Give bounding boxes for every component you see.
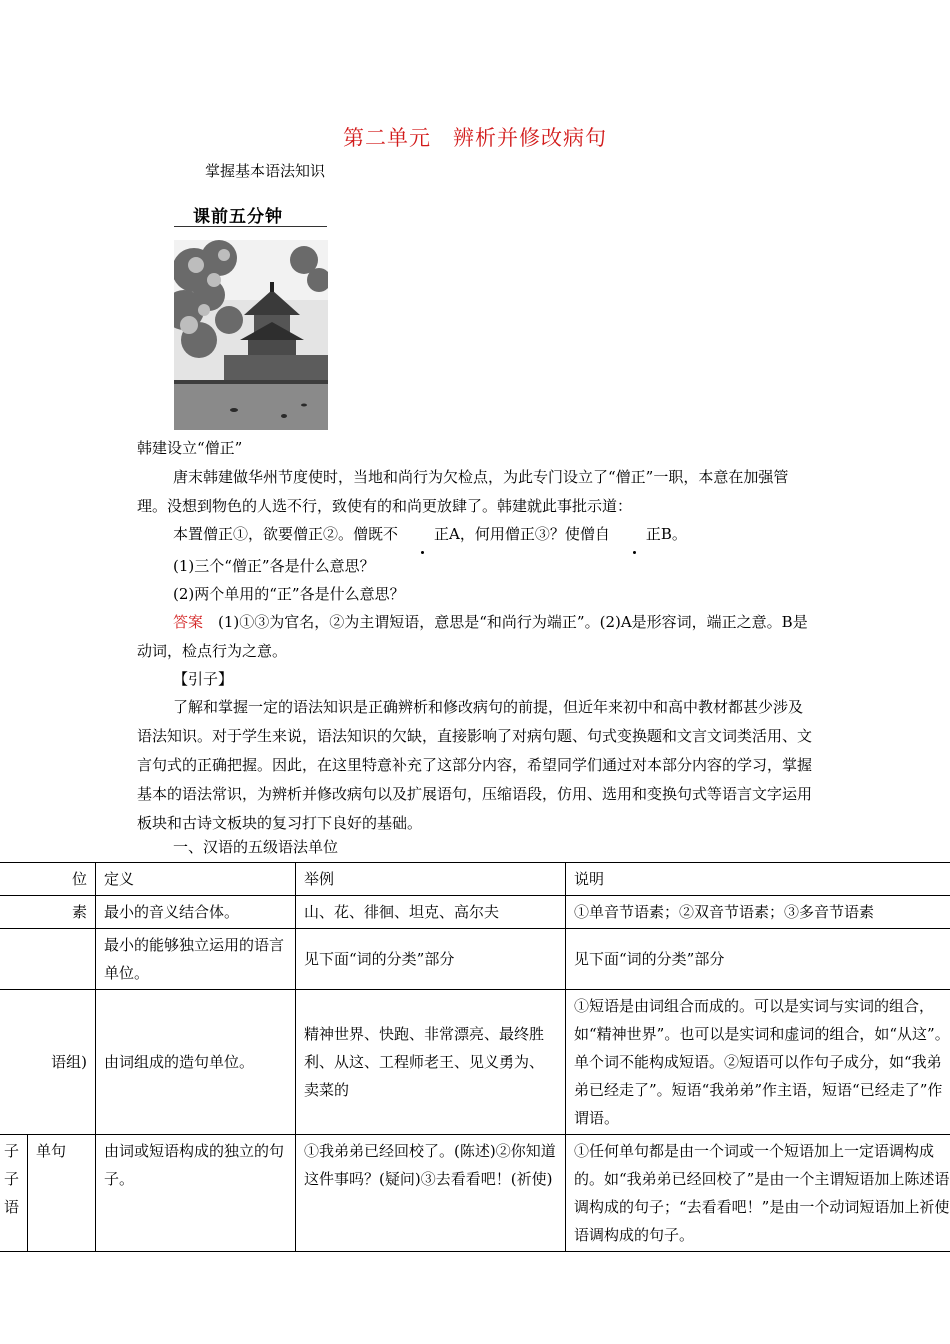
row-unit: 语组) [0,990,96,1135]
quote-part-3: B。 [660,525,687,543]
row-example: 精神世界、快跑、非常漂亮、最终胜利、从这、工程师老王、见义勇为、卖菜的 [296,990,566,1135]
page-title: 第二单元 辨析并修改病句 [343,126,607,150]
row-example: 见下面“词的分类”部分 [296,929,566,990]
story-paragraph: 唐末韩建做华州节度使时，当地和尚行为欠检点，为此专门设立了“僧正”一职，本意在加强管理。没想到物色的人选不行，致使有的和尚更放肆了。韩建就此事批示道： [137,468,789,515]
story-quote [137,520,813,549]
table-row [0,929,950,990]
table-row [0,896,950,929]
temple-photo [174,240,328,430]
row-unit: 素 [0,896,96,929]
row-unit [0,929,96,990]
row-note: ①单音节语素；②双音节语素；③多音节语素 [566,896,950,929]
answer-text: (1)①③为官名，②为主谓短语，意思是“和尚行为端正”。(2)A是形容词，端正之意。B是动词，检点行为之意。 [137,613,808,660]
header-example: 举例 [296,863,566,896]
row-definition: 最小的音义结合体。 [96,896,296,929]
row-example: ①我弟弟已经回校了。(陈述)②你知道这件事吗？(疑问)③去看看吧！(祈使) [296,1135,566,1252]
section-banner: 课前五分钟 [193,207,283,227]
quote-part-2: A，何用僧正③？使僧自 [449,525,610,543]
row-note: 见下面“词的分类”部分 [566,929,950,990]
header-definition: 定义 [96,863,296,896]
table-row [0,1135,950,1252]
story-heading: 韩建设立“僧正” [137,439,243,457]
row-note: ①短语是由词组合而成的。可以是实词与实词的组合，如“精神世界”。也可以是实词和虚词的组合，如“从这”。单个词不能构成短语。②短语可以作句子成分，如“我弟弟已经走了”。短语“我弟弟”作主语，短语“已经走了”作谓语。 [566,990,950,1135]
banner-underline [174,226,327,227]
answer-label: 答案 [173,613,204,631]
row-definition: 最小的能够独立运用的语言单位。 [96,929,296,990]
header-note: 说明 [566,863,950,896]
emphasized-char-b: 正 [610,520,661,549]
table-header-row [0,863,950,896]
row-definition: 由词组成的造句单位。 [96,990,296,1135]
emphasized-char-a: 正 [398,520,449,549]
question-1: (1)三个“僧正”各是什么意思？ [173,557,375,575]
table-row [0,990,950,1135]
row-subtype: 单句 [28,1135,96,1252]
header-unit: 位 [0,863,96,896]
question-2: (2)两个单用的“正”各是什么意思？ [173,585,405,603]
intro-paragraph: 了解和掌握一定的语法知识是正确辨析和修改病句的前提，但近年来初中和高中教材都甚少涉及语法知识。对于学生来说，语法知识的欠缺，直接影响了对病句题、句式变换题和文言文词类活用、文言句式的正确把握。因此，在这里特意补充了这部分内容，希望同学们通过对本部分内容的学习，掌握基本的语法常识，为辨析并修改病句以及扩展语句，压缩语段，仿用、选用和变换句式等语言文字运用板块和古诗文板块的复习打下良好的基础。 [137,698,813,832]
row-definition: 由词或短语构成的独立的句子。 [96,1135,296,1252]
grammar-units-table [0,862,950,1252]
answer [137,608,813,666]
section-heading: 一、汉语的五级语法单位 [173,838,339,856]
page-subtitle: 掌握基本语法知识 [205,162,326,180]
row-unit: 子子语 [0,1135,28,1252]
intro-heading: 【引子】 [173,670,234,688]
row-note: ①任何单句都是由一个词或一个短语加上一定语调构成的。如“我弟弟已经回校了”是由一个主谓短语加上陈述语调构成的句子；“去看看吧！”是由一个动词短语加上祈使语调构成的句子。 [566,1135,950,1252]
row-example: 山、花、徘徊、坦克、高尔夫 [296,896,566,929]
temple-illustration [174,240,328,430]
quote-part-1: 本置僧正①，欲要僧正②。僧既不 [173,525,399,543]
